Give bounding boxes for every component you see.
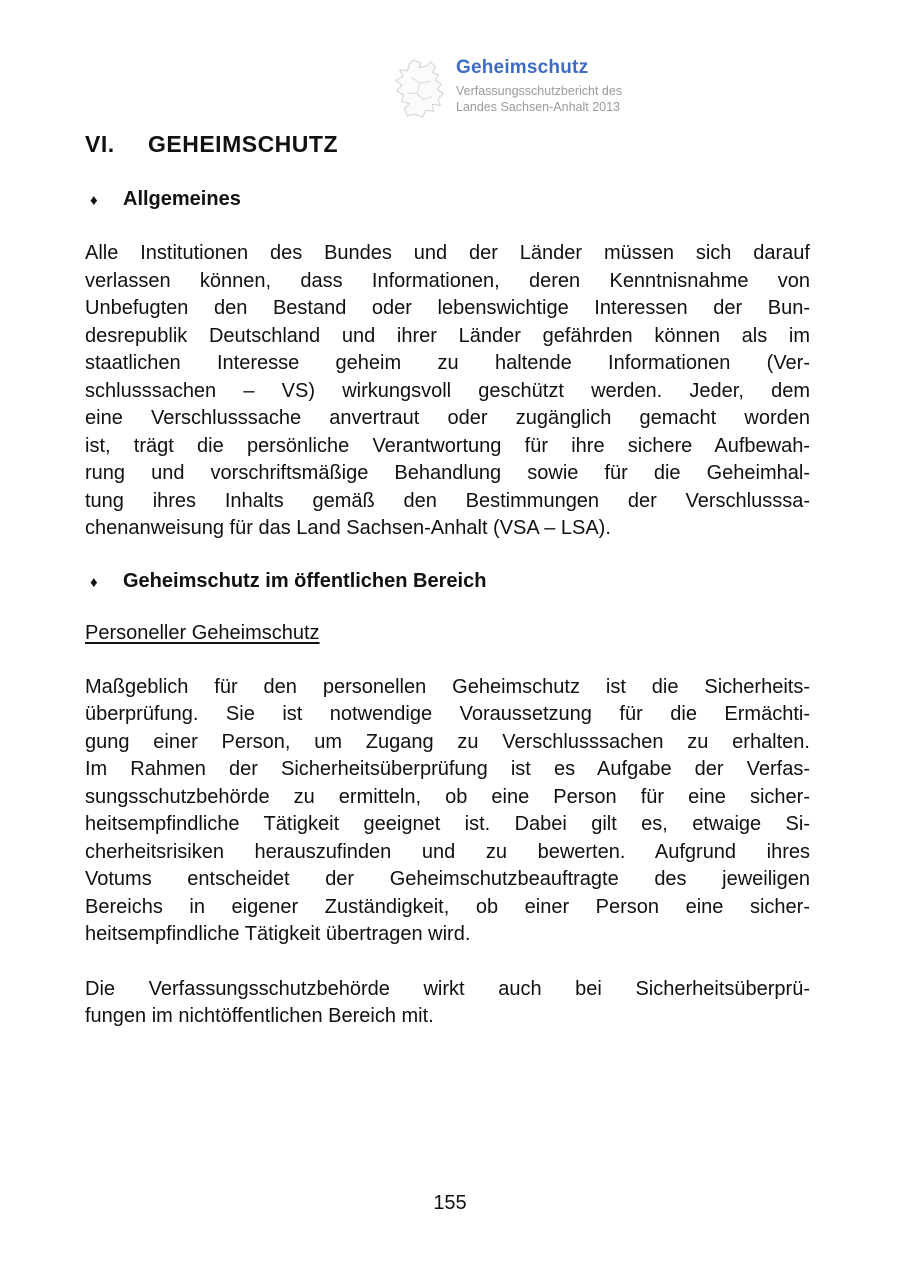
chapter-heading [85, 131, 810, 158]
section-heading-allgemeines [85, 188, 810, 211]
document-content [85, 131, 810, 1058]
header-title: Geheimschutz [456, 57, 589, 78]
header-text-block [456, 55, 622, 115]
sachsen-anhalt-map-icon [392, 57, 446, 126]
chapter-number: VI. [85, 131, 115, 157]
header-subtitle-line1: Verfassungsschutzbericht des [456, 84, 623, 98]
chapter-title: GEHEIMSCHUTZ [148, 131, 338, 157]
section-title-oeffentlicher-bereich: Geheimschutz im öffentlichen Bereich [123, 569, 487, 592]
page-number: 155 [433, 1192, 467, 1214]
section-title-allgemeines: Allgemeines [123, 188, 241, 210]
paragraph-allgemeines: Alle Institutionen des Bundes und der Länder müssen sich darauf verlassen können, dass Informationen, deren Kenntnisnahme von Unbefugten den Bestand oder lebenswichtige Interessen der Bun- desrepublik Deutschland und ihrer Länder gefährden können als im staatlichen Interesse geheim zu haltende Informationen (Ver- schlusssachen – VS) wirkungsvoll geschützt werden. Jeder, dem eine Verschlusssache anvertraut oder zugänglich gemacht worden ist, trägt die persönliche Verantwortung für ihre sichere Aufbewah- rung und vorschriftsmäßige Behandlung sowie für die Geheimhal- tung ihres Inhalts gemäß den Bestimmungen der Verschlusssa- chenanweisung für das Land Sachsen-Anhalt (VSA – LSA). [85, 242, 810, 539]
diamond-bullet-icon: ♦ [90, 573, 98, 591]
paragraph-nichtoeffentlicher-bereich: Die Verfassungsschutzbehörde wirkt auch bei Sicherheitsüberprü- fungen im nichtöffentlichen Bereich mit. [85, 977, 810, 1027]
subsection-heading-personeller-geheimschutz: Personeller Geheimschutz [85, 621, 320, 644]
header-subtitle-line2: Landes Sachsen-Anhalt 2013 [456, 100, 621, 114]
diamond-bullet-icon: ♦ [90, 192, 98, 209]
document-header [392, 55, 622, 126]
paragraph-personeller-geheimschutz: Maßgeblich für den personellen Geheimschutz ist die Sicherheits- überprüfung. Sie ist notwendige Voraussetzung für die Ermächti- gung einer Person, um Zugang zu Verschlusssachen zu erhalten. Im Rahmen der Sicherheitsüberprüfung ist es Aufgabe der Verfas- sungsschutzbehörde zu ermitteln, ob eine Person für eine sicher- heitsempfindliche Tätigkeit geeignet ist. Dabei gilt es, etwaige Si- cherheitsrisiken herauszufinden und zu bewerten. Aufgrund ihres Votums entscheidet der Geheimschutzbeauftragte des jeweiligen Bereichs in eigener Zuständigkeit, ob einer Person eine sicher- heitsempfindliche Tätigkeit übertragen wird. [85, 675, 810, 945]
section-heading-oeffentlicher-bereich [85, 570, 810, 593]
